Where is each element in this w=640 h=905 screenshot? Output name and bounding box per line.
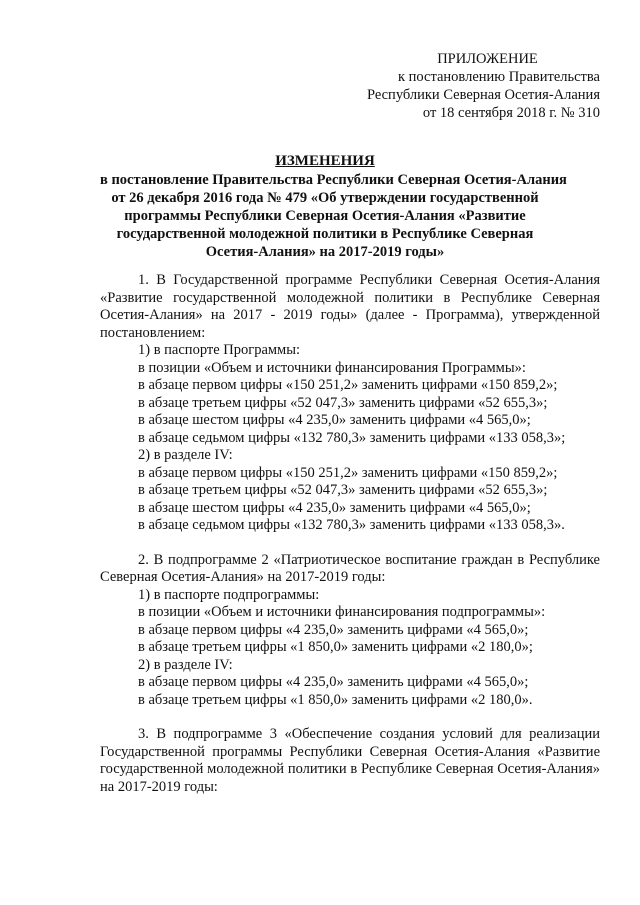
appendix-line: к постановлению Правительства [398,69,600,85]
appendix-block [280,50,600,122]
heading-line: программы Республики Северная Осетия-Алания «Развитие [124,208,526,224]
heading-line: государственной молодежной политики в Республике Северная [116,226,534,242]
section-1-item: в абзаце первом цифры «150 251,2» заменить цифрами «150 859,2»; [138,377,558,393]
section-1-item: в абзаце шестом цифры «4 235,0» заменить цифрами «4 565,0»; [138,412,531,428]
section-1-item: в абзаце третьем цифры «52 047,3» заменить цифрами «52 655,3»; [138,394,548,411]
section-1-item: в абзаце первом цифры «150 251,2» заменить цифрами «150 859,2»; [138,464,558,481]
heading-line: от 26 декабря 2016 года № 479 «Об утверждении государственной [111,190,539,206]
section-1-intro: 1. В Государственной программе Республики Северная Осетия-Алания «Развитие государственной молодежной политики в Республике Северная Осетия-Алания» на 2017 - 2019 годы» (далее - Программа), утвержденной постановлением: [100,272,600,341]
heading-line: в постановление Правительства Республики Северная Осетия-Алания [100,172,567,188]
section-2-item: в абзаце третьем цифры «1 850,0» заменить цифрами «2 180,0». [138,691,533,708]
section-2-item: в абзаце третьем цифры «1 850,0» заменить цифрами «2 180,0»; [138,639,533,655]
section-2-item: 1) в паспорте подпрограммы: [138,586,320,603]
section-1-item: 1) в паспорте Программы: [138,342,300,358]
section-1-item: 2) в разделе IV: [138,447,233,463]
paragraph-gap [100,709,600,726]
section-1-item: в абзаце шестом цифры «4 235,0» заменить цифрами «4 565,0»; [138,499,531,516]
section-2-item: 2) в разделе IV: [138,656,233,673]
appendix-title: ПРИЛОЖЕНИЕ [437,51,538,67]
document-body [100,272,600,796]
document-heading [100,152,567,261]
section-2-intro: 2. В подпрограмме 2 «Патриотическое воспитание граждан в Республике Северная Осетия-Алания» на 2017-2019 годы: [100,551,600,585]
section-1-item: в позиции «Объем и источники финансирования Программы»: [138,359,526,376]
heading-line: Осетия-Алания» на 2017-2019 годы» [205,244,445,260]
section-1-item: в абзаце седьмом цифры «132 780,3» заменить цифрами «133 058,3»; [138,429,566,446]
heading-title: ИЗМЕНЕНИЯ [275,153,375,169]
appendix-line: Республики Северная Осетия-Алания [366,87,600,103]
section-3-intro: 3. В подпрограмме 3 «Обеспечение создания условий для реализации Государственной программы Республики Северная Осетия-Алания «Развитие государственной молодежной политики в Республике Северная Осетия-Алания» на 2017-2019 годы: [100,726,600,795]
paragraph-gap [100,535,600,552]
section-1-item: в абзаце седьмом цифры «132 780,3» заменить цифрами «133 058,3». [138,517,565,533]
section-2-item: в абзаце первом цифры «4 235,0» заменить цифрами «4 565,0»; [138,674,529,690]
section-2-item: в абзаце первом цифры «4 235,0» заменить цифрами «4 565,0»; [138,621,529,638]
section-2-item: в позиции «Объем и источники финансирования подпрограммы»: [138,604,546,620]
appendix-date-line: от 18 сентября 2018 г. № 310 [422,105,600,121]
section-1-item: в абзаце третьем цифры «52 047,3» заменить цифрами «52 655,3»; [138,482,548,498]
